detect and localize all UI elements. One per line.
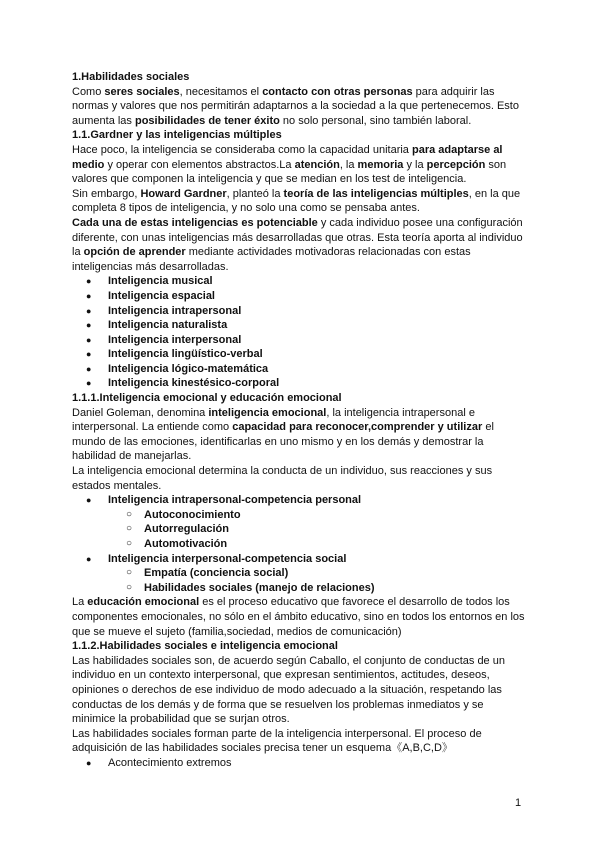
gardner-paragraph-1 bbox=[72, 143, 528, 187]
list-item-text: Inteligencia lógico-matemática bbox=[108, 362, 269, 375]
bold-text: atención bbox=[294, 158, 340, 171]
bullet-icon: ● bbox=[86, 290, 92, 301]
list-item-text: Inteligencia interpersonal-competencia social bbox=[108, 552, 347, 565]
intelligence-item bbox=[72, 376, 528, 391]
goleman-paragraph bbox=[72, 406, 528, 464]
circle-bullet-icon: ○ bbox=[126, 538, 133, 549]
intelligence-item bbox=[72, 362, 528, 377]
list-item-text: Autorregulación bbox=[144, 523, 229, 536]
list-item-text: Inteligencia lingüístico-verbal bbox=[108, 348, 263, 361]
text-run: para adquirir las normas y valores que nos permitirán adaptarnos a la sociedad a la que pertenecemos. Esto aumenta las bbox=[72, 85, 519, 127]
gardner-paragraph-3 bbox=[72, 216, 528, 274]
bullet-icon: ● bbox=[86, 757, 92, 768]
caballo-paragraph: Las habilidades sociales son, de acuerdo según Caballo, el conjunto de conductas de un individuo en un contexto interpersonal, que expresan sentimientos, actitudes, deseos, opiniones o derechos de ese individuo de modo adecuado a la situación, respetando las conductas de los demás y de forma que se resuelven los problemas inmediatos y se minimice la probabilidad que se surjan otros. bbox=[72, 654, 505, 726]
text-run: es el proceso educativo que favorece el desarrollo de todos los componentes emocionales, no sólo en el ámbito educativo, sino en todos los entornos en los que se mueve el sujeto (familia,sociedad, medios de comunicación) bbox=[72, 596, 525, 638]
list-item-text: Inteligencia intrapersonal-competencia personal bbox=[108, 494, 362, 507]
text-run: La bbox=[72, 596, 88, 609]
text-run: Como bbox=[72, 85, 105, 98]
list-item-text: Inteligencia interpersonal bbox=[108, 333, 242, 346]
intelligence-item bbox=[72, 304, 528, 319]
competencia-item bbox=[72, 493, 528, 508]
text-run: mediante actividades motivadoras relacionadas con estas inteligencias más desarrolladas. bbox=[72, 246, 471, 273]
intelligence-item bbox=[72, 274, 528, 289]
intro-paragraph bbox=[72, 85, 528, 129]
list-item-text: Empatía (conciencia social) bbox=[144, 567, 289, 580]
intelligences-list bbox=[72, 274, 528, 391]
bold-text: capacidad para reconocer,comprender y utilizar bbox=[232, 421, 483, 434]
esquema-list bbox=[72, 756, 528, 771]
circle-bullet-icon: ○ bbox=[126, 567, 133, 579]
emotional-paragraph: La inteligencia emocional determina la conducta de un individuo, sus reacciones y sus estados mentales. bbox=[72, 465, 493, 492]
document-page bbox=[72, 70, 528, 771]
bullet-icon: ● bbox=[86, 378, 92, 389]
heading-habilidades-sociales: 1.Habilidades sociales bbox=[72, 71, 190, 83]
list-item-text: Inteligencia musical bbox=[108, 275, 213, 288]
competencia-subitem bbox=[72, 508, 528, 523]
bullet-icon: ● bbox=[86, 349, 92, 360]
bold-text: contacto con otras personas bbox=[262, 85, 413, 98]
bold-text: inteligencia emocional bbox=[208, 406, 327, 419]
list-item-text: Acontecimiento extremos bbox=[108, 756, 232, 769]
heading-gardner: 1.1.Gardner y las inteligencias múltiples bbox=[72, 129, 282, 142]
bullet-icon: ● bbox=[86, 495, 92, 506]
bold-text: memoria bbox=[357, 158, 404, 171]
text-run: , la bbox=[339, 158, 358, 171]
bold-text: seres sociales bbox=[104, 85, 180, 98]
competencia-subitem bbox=[72, 522, 528, 537]
bullet-icon: ● bbox=[86, 363, 92, 374]
bullet-icon: ● bbox=[86, 334, 92, 345]
bullet-icon: ● bbox=[86, 320, 92, 331]
bold-text: percepción bbox=[426, 158, 486, 171]
text-run: , planteó la bbox=[226, 187, 284, 200]
bullet-icon: ● bbox=[86, 276, 92, 287]
bold-text: teoría de las inteligencias múltiples bbox=[283, 187, 469, 200]
bold-text: posibilidades de tener éxito bbox=[134, 114, 280, 127]
competencia-subitem bbox=[72, 566, 528, 581]
text-run: no solo personal, sino también laboral. bbox=[279, 114, 472, 127]
text-run: y operar con elementos abstractos.La bbox=[104, 158, 295, 171]
bold-text: Howard Gardner bbox=[140, 187, 227, 200]
list-item-text: Automotivación bbox=[144, 538, 228, 550]
esquema-item bbox=[72, 756, 528, 771]
list-item-text: Inteligencia naturalista bbox=[108, 319, 228, 332]
list-item-text: Autoconocimiento bbox=[144, 508, 241, 521]
text-run: , la inteligencia intrapersonal e interpersonal. La entiende como bbox=[72, 406, 475, 434]
circle-bullet-icon: ○ bbox=[126, 508, 133, 520]
list-item-text: Inteligencia espacial bbox=[108, 289, 215, 302]
heading-habilidades-e-inteligencia: 1.1.2.Habilidades sociales e inteligencia emocional bbox=[72, 640, 338, 653]
competencia-subitem bbox=[72, 537, 528, 552]
intelligence-item bbox=[72, 289, 528, 304]
competencias-list bbox=[72, 493, 528, 595]
text-run: son valores que componen la inteligencia y que se median en los test de inteligencia. bbox=[72, 158, 507, 186]
bold-text: Cada una de estas inteligencias es potenciable bbox=[72, 216, 318, 229]
competencia-item bbox=[72, 552, 528, 567]
competencia-subitem bbox=[72, 581, 528, 596]
text-run: Hace poco, la inteligencia se consideraba como la capacidad unitaria bbox=[72, 143, 412, 156]
circle-bullet-icon: ○ bbox=[126, 581, 133, 593]
list-item-text: Inteligencia intrapersonal bbox=[108, 304, 242, 317]
text-run: y cada individuo posee una configuración diferente, con unas inteligencias más desarrolladas que otras. Esta teoría aporta al individuo la bbox=[72, 216, 523, 259]
intelligence-item bbox=[72, 333, 528, 348]
intelligence-item bbox=[72, 318, 528, 333]
list-item-text: Habilidades sociales (manejo de relaciones) bbox=[144, 581, 375, 594]
text-run: Sin embargo, bbox=[72, 187, 141, 200]
circle-bullet-icon: ○ bbox=[126, 523, 133, 535]
esquema-paragraph: Las habilidades sociales forman parte de la inteligencia interpersonal. El proceso de adquisición de las habilidades sociales precisa tener un esquema《A,B,C,D》 bbox=[72, 727, 482, 755]
text-run: , en la que completa 8 tipos de inteligencia, y no solo una como se pensaba antes. bbox=[72, 187, 521, 215]
text-run: Daniel Goleman, denomina bbox=[72, 406, 209, 419]
bullet-icon: ● bbox=[86, 305, 92, 316]
heading-inteligencia-emocional: 1.1.1.Inteligencia emocional y educación emocional bbox=[72, 392, 342, 405]
text-run: y la bbox=[403, 158, 427, 171]
text-run: , necesitamos el bbox=[179, 85, 263, 98]
page-number: 1 bbox=[515, 797, 522, 809]
educacion-emocional-paragraph bbox=[72, 595, 528, 639]
bullet-icon: ● bbox=[86, 553, 92, 564]
gardner-paragraph-2 bbox=[72, 187, 528, 216]
list-item-text: Inteligencia kinestésico-corporal bbox=[108, 377, 280, 390]
text-run: el mundo de las emociones, identificarlas en uno mismo y en los demás y demostrar la habilidad de manejarlas. bbox=[72, 421, 494, 463]
bold-text: para adaptarse al medio bbox=[72, 143, 503, 171]
bold-text: opción de aprender bbox=[83, 246, 186, 259]
intelligence-item bbox=[72, 347, 528, 362]
bold-text: educación emocional bbox=[87, 596, 200, 609]
